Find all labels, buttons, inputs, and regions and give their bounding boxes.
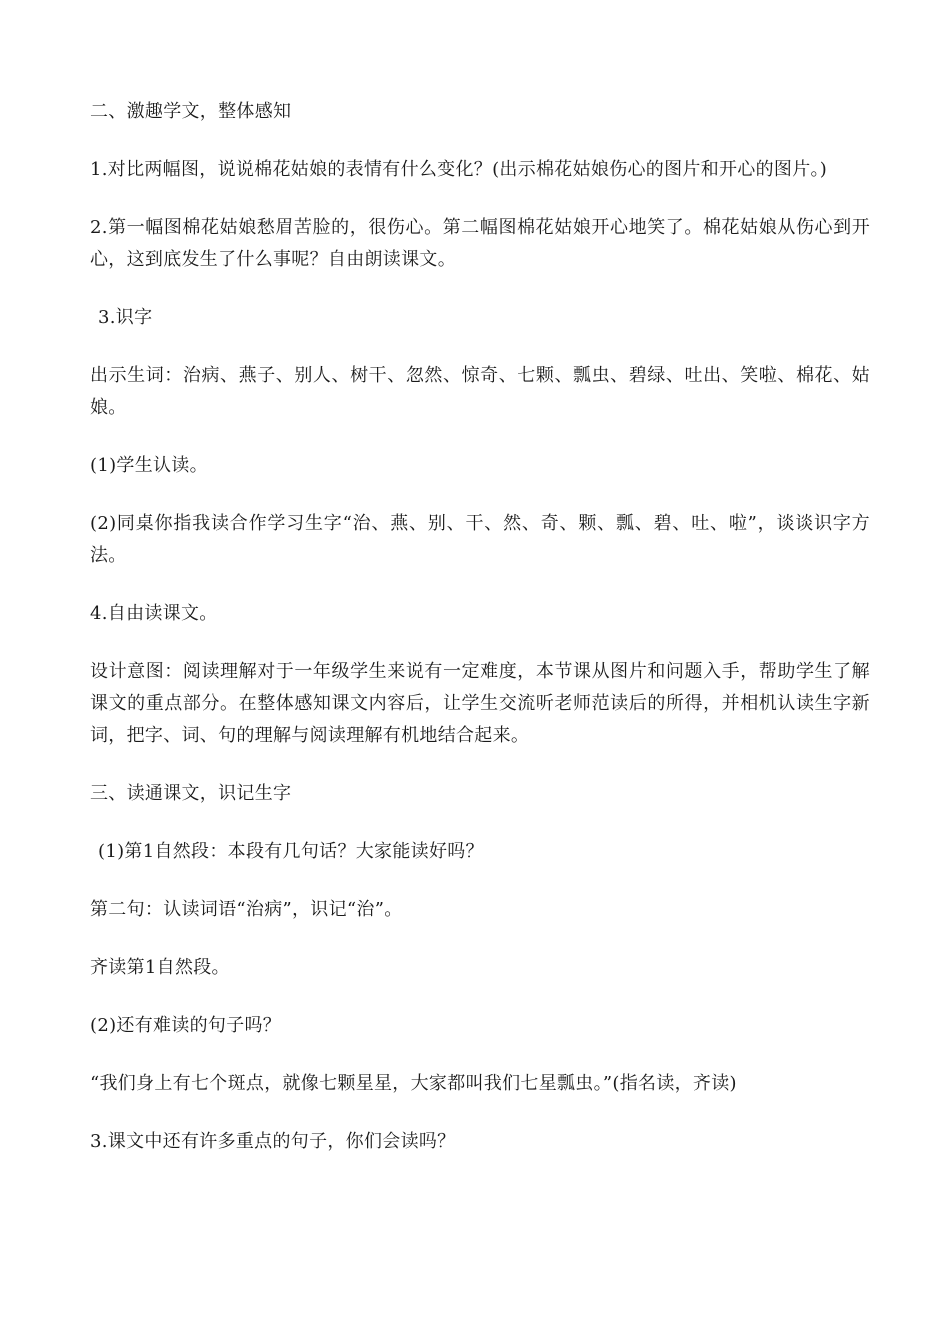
section-heading-2: 二、激趣学文，整体感知	[90, 101, 292, 122]
section-heading-3: 三、读通课文，识记生字	[90, 783, 292, 804]
paragraph-literacy: 3.识字	[98, 307, 153, 328]
paragraph-difficult-sentences: (2)还有难读的句子吗？	[90, 1015, 282, 1036]
paragraph-free-reading: 4.自由读课文。	[90, 603, 218, 624]
paragraph-ladybug-quote: “我们身上有七个斑点，就像七颗星星，大家都叫我们七星瓢虫。”(指名读，齐读)	[90, 1073, 737, 1094]
paragraph-second-sentence: 第二句：认读词语“治病”，识记“治”。	[90, 899, 403, 920]
paragraph-design-intent: 设计意图：阅读理解对于一年级学生来说有一定难度，本节课从图片和问题入手，帮助学生了解课文的重点部分。在整体感知课文内容后，让学生交流听老师范读后的所得，并相机认读生字新词，把字、词、句的理解与阅读理解有机地结合起来。	[90, 661, 870, 746]
paragraph-new-words: 出示生词：治病、燕子、别人、树干、忽然、惊奇、七颗、瓢虫、碧绿、吐出、笑啦、棉花、姑娘。	[90, 365, 870, 418]
paragraph-student-reading: (1)学生认读。	[90, 455, 208, 476]
paragraph-compare-pictures: 1.对比两幅图，说说棉花姑娘的表情有什么变化？(出示棉花姑娘伤心的图片和开心的图片。)	[90, 159, 828, 180]
paragraph-pair-learning: (2)同桌你指我读合作学习生字“治、燕、别、干、然、奇、颗、瓢、碧、吐、啦”，谈谈识字方法。	[90, 513, 870, 566]
paragraph-group-reading: 齐读第1自然段。	[90, 957, 230, 978]
paragraph-first-natural-section: (1)第1自然段：本段有几句话？大家能读好吗？	[98, 841, 484, 862]
paragraph-key-sentences: 3.课文中还有许多重点的句子，你们会读吗？	[90, 1131, 456, 1152]
document-page	[90, 96, 870, 1184]
paragraph-first-picture: 2.第一幅图棉花姑娘愁眉苦脸的，很伤心。第二幅图棉花姑娘开心地笑了。棉花姑娘从伤心到开心，这到底发生了什么事呢？自由朗读课文。	[90, 217, 870, 270]
